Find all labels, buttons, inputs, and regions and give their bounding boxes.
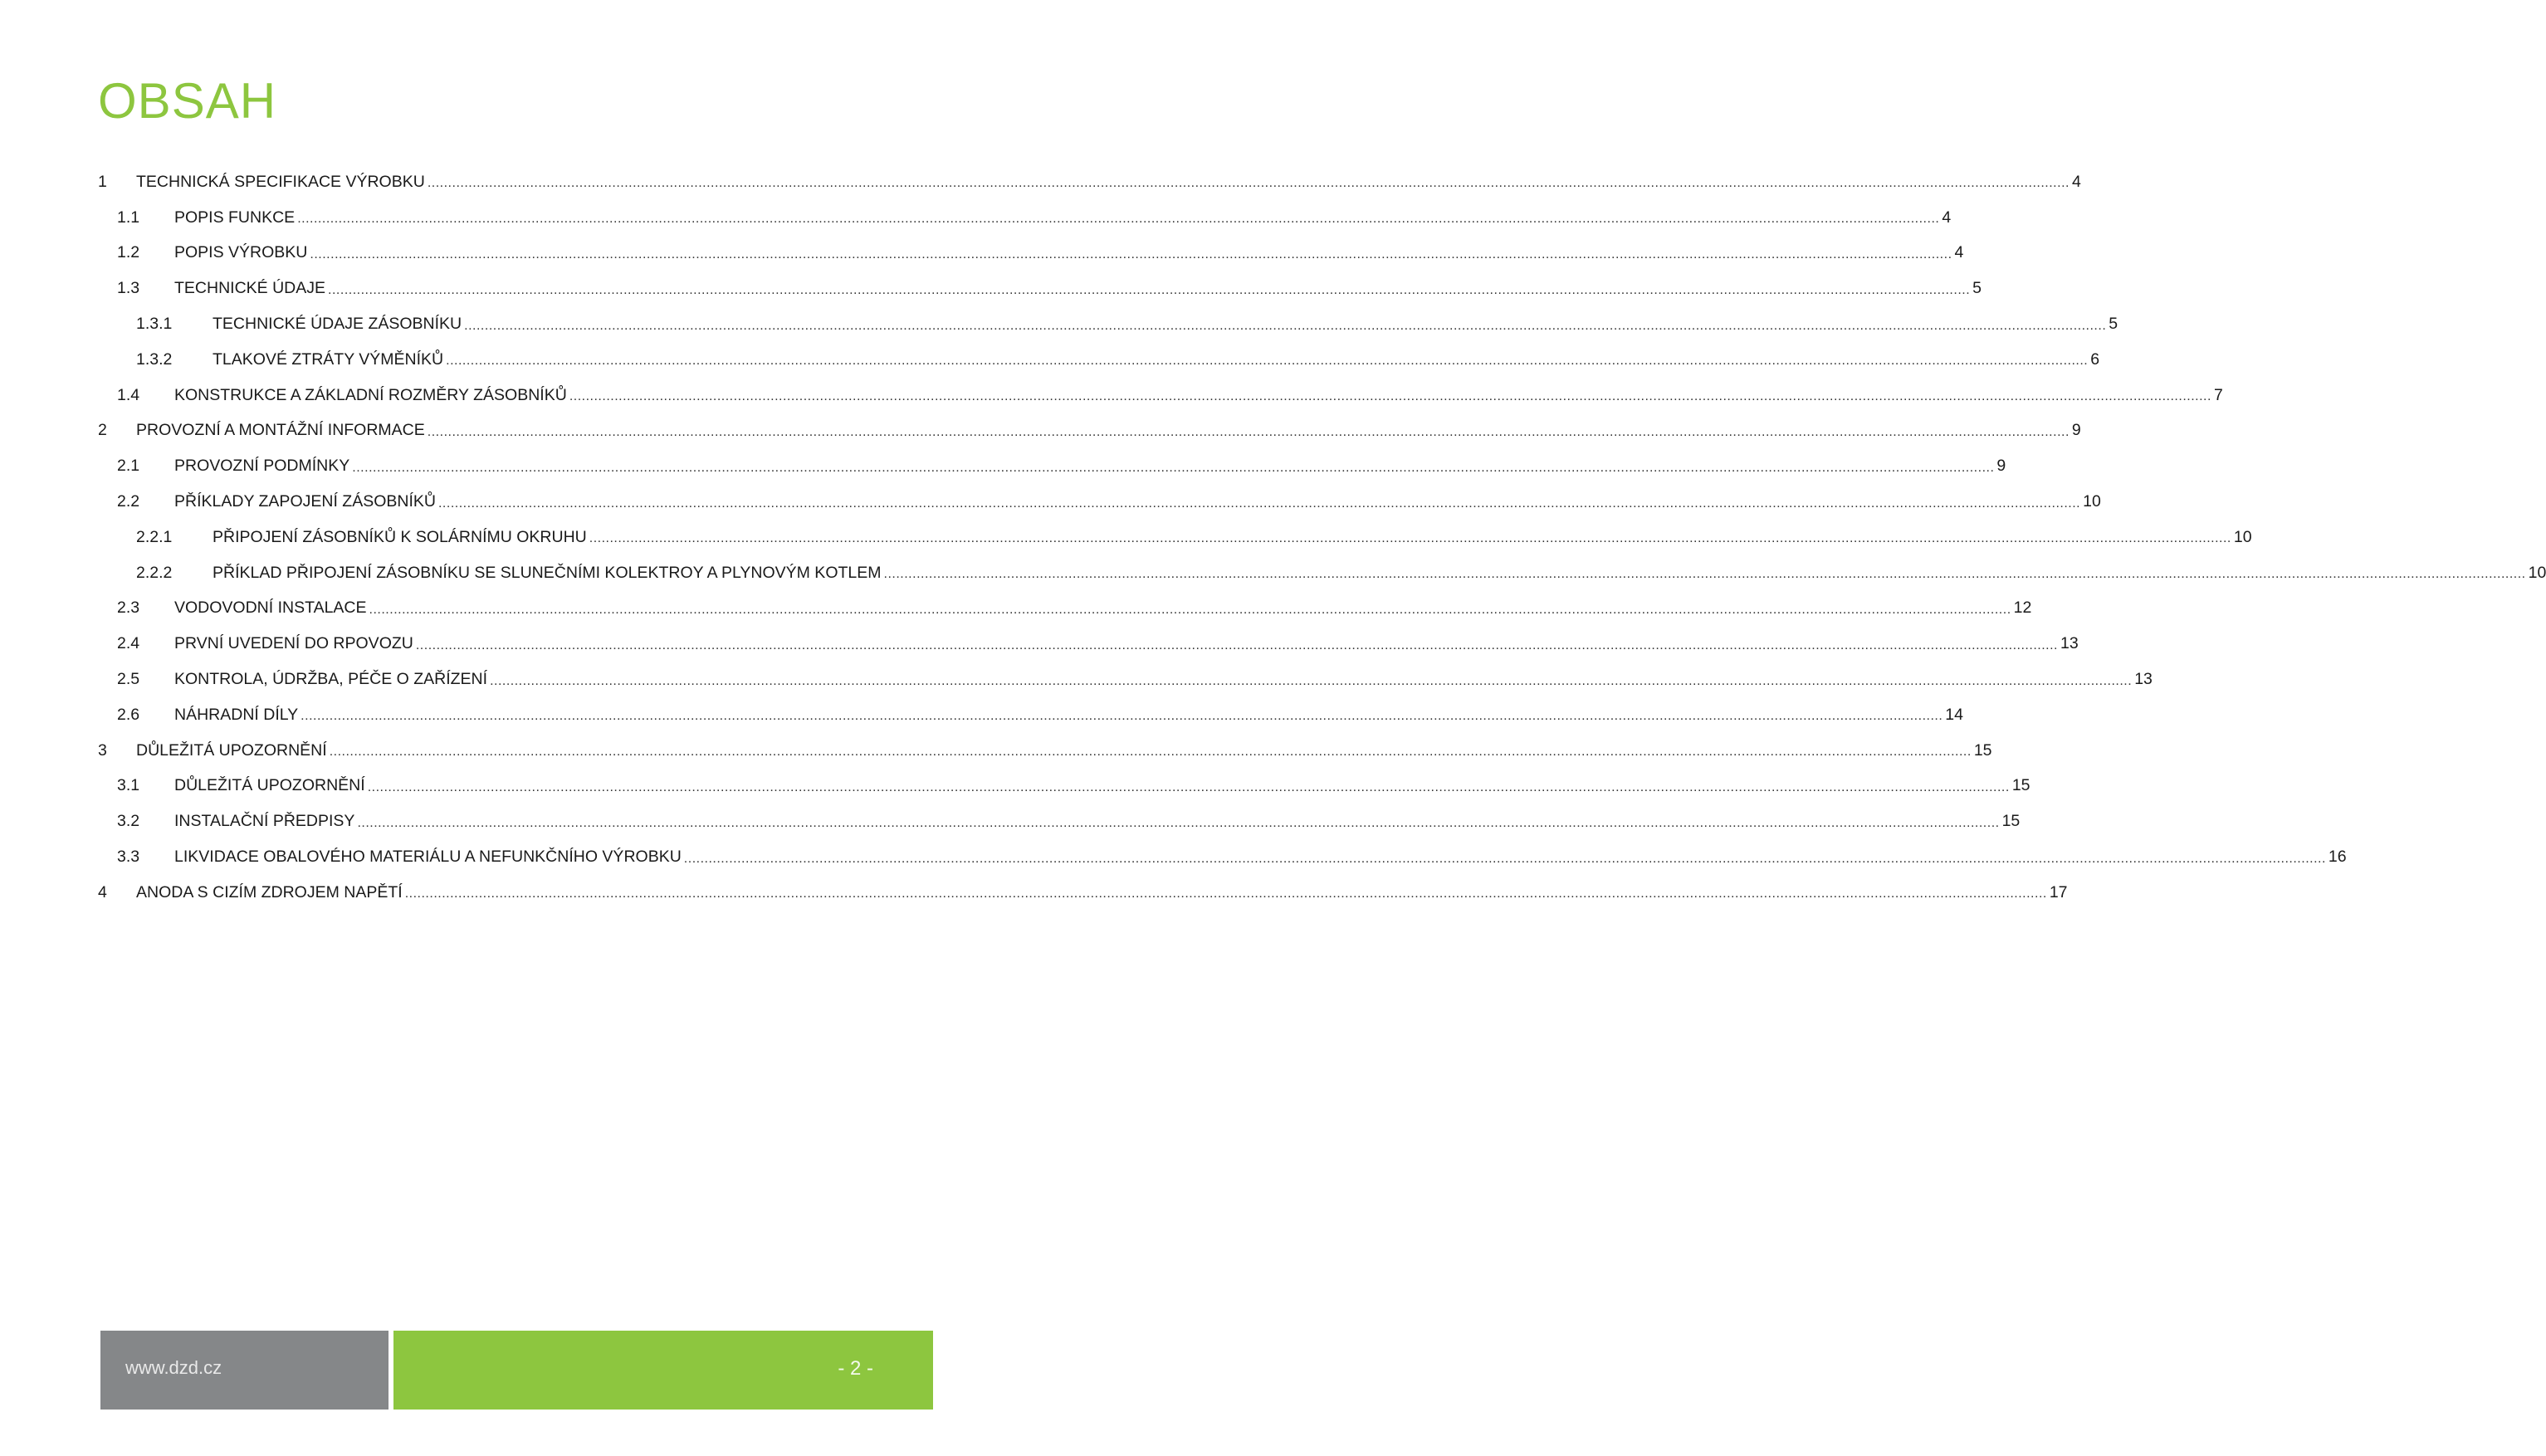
toc-entry-title: PŘIPOJENÍ ZÁSOBNÍKŮ K SOLÁRNÍMU OKRUHU	[213, 527, 587, 546]
toc-entry-page: 5	[2109, 315, 2118, 334]
toc-entry[interactable]	[98, 164, 2081, 200]
toc-entry[interactable]	[98, 484, 2101, 520]
toc-entry-title: PRVNÍ UVEDENÍ DO RPOVOZU	[174, 634, 413, 653]
toc-entry[interactable]	[98, 626, 2079, 662]
toc-entry-number: 2	[98, 421, 107, 440]
toc-entry-title: NÁHRADNÍ DÍLY	[174, 705, 299, 724]
toc-entry-title: PROVOZNÍ A MONTÁŽNÍ INFORMACE	[136, 421, 425, 440]
toc-dot-leader: ................................................................................................................................................................................................................................................................................................................................................................................................................	[427, 176, 2070, 191]
toc-entry-number: 1.3	[117, 279, 140, 298]
toc-entry[interactable]	[98, 733, 1992, 769]
toc-dot-leader: ................................................................................................................................................................................................................................................................................................................................................................................................................	[369, 602, 2011, 617]
toc-entry-page: 10	[2233, 527, 2252, 546]
toc-dot-leader: ................................................................................................................................................................................................................................................................................................................................................................................................................	[446, 354, 2089, 369]
toc-entry[interactable]	[98, 769, 2030, 804]
toc-entry-number: 2.2.1	[136, 527, 173, 546]
toc-entry-title: INSTALAČNÍ PŘEDPISY	[174, 812, 355, 831]
toc-entry-page: 16	[2328, 848, 2347, 867]
toc-entry-page: 10	[2083, 492, 2101, 511]
toc-entry-number: 1.2	[117, 243, 140, 262]
toc-entry-title: KONTROLA, ÚDRŽBA, PÉČE O ZAŘÍZENÍ	[174, 670, 488, 689]
toc-entry-page: 6	[2090, 349, 2100, 369]
toc-dot-leader: ................................................................................................................................................................................................................................................................................................................................................................................................................	[310, 247, 1952, 261]
toc-entry-page: 12	[2013, 599, 2032, 618]
toc-entry[interactable]	[98, 875, 2068, 911]
toc-entry-number: 1.3.2	[136, 349, 173, 369]
toc-dot-leader: ................................................................................................................................................................................................................................................................................................................................................................................................................	[357, 815, 2000, 830]
toc-entry[interactable]	[98, 662, 2153, 697]
toc-entry[interactable]	[98, 520, 2252, 555]
toc-entry-page: 5	[1972, 279, 1982, 298]
toc-entry-number: 2.1	[117, 457, 140, 476]
toc-entry-title: TECHNICKÉ ÚDAJE ZÁSOBNÍKU	[213, 315, 462, 334]
toc-entry-page: 14	[1945, 705, 1963, 724]
toc-dot-leader: ................................................................................................................................................................................................................................................................................................................................................................................................................	[415, 638, 2058, 652]
toc-entry-title: ANODA S CIZÍM ZDROJEM NAPĚTÍ	[136, 882, 403, 901]
page-number: - 2 -	[838, 1357, 873, 1380]
toc-dot-leader: ................................................................................................................................................................................................................................................................................................................................................................................................................	[490, 673, 2133, 688]
toc-entry-number: 1.4	[117, 385, 140, 404]
toc-entry-title: PROVOZNÍ PODMÍNKY	[174, 457, 350, 476]
toc-entry-number: 1.1	[117, 208, 140, 227]
toc-entry-number: 4	[98, 882, 107, 901]
toc-entry[interactable]	[98, 271, 1982, 306]
toc-entry-title: TECHNICKÉ ÚDAJE	[174, 279, 326, 298]
toc-entry-page: 4	[2071, 172, 2081, 191]
toc-entry-number: 3	[98, 740, 107, 760]
footer-website-block	[100, 1331, 388, 1410]
toc-entry-title: POPIS VÝROBKU	[174, 243, 308, 262]
toc-dot-leader: ................................................................................................................................................................................................................................................................................................................................................................................................................	[683, 851, 2326, 866]
toc-entry-title: PŘÍKLADY ZAPOJENÍ ZÁSOBNÍKŮ	[174, 492, 436, 511]
toc-entry-number: 2.4	[117, 634, 140, 653]
toc-dot-leader: ................................................................................................................................................................................................................................................................................................................................................................................................................	[367, 779, 2010, 794]
toc-entry-page: 17	[2049, 882, 2068, 901]
toc-entry[interactable]	[98, 236, 1964, 271]
toc-entry-title: DŮLEŽITÁ UPOZORNĚNÍ	[174, 776, 365, 795]
toc-entry-number: 1.3.1	[136, 315, 173, 334]
toc-entry-title: DŮLEŽITÁ UPOZORNĚNÍ	[136, 740, 327, 760]
toc-entry-page: 13	[2134, 670, 2153, 689]
toc-entry-number: 1	[98, 172, 107, 191]
toc-entry-number: 2.5	[117, 670, 140, 689]
toc-dot-leader: ................................................................................................................................................................................................................................................................................................................................................................................................................	[464, 318, 2107, 333]
toc-entry-page: 15	[2011, 776, 2030, 795]
toc-dot-leader: ................................................................................................................................................................................................................................................................................................................................................................................................................	[352, 460, 1995, 475]
toc-entry-number: 3.1	[117, 776, 140, 795]
toc-dot-leader: ................................................................................................................................................................................................................................................................................................................................................................................................................	[883, 567, 2526, 582]
toc-entry-number: 2.2.2	[136, 563, 173, 582]
toc-dot-leader: ................................................................................................................................................................................................................................................................................................................................................................................................................	[404, 887, 2047, 901]
toc-entry-number: 3.2	[117, 812, 140, 831]
toc-entry[interactable]	[98, 591, 2032, 627]
toc-entry-page: 15	[1973, 740, 1992, 760]
toc-entry[interactable]	[98, 200, 1952, 236]
toc-dot-leader: ................................................................................................................................................................................................................................................................................................................................................................................................................	[569, 389, 2211, 404]
toc-dot-leader: ................................................................................................................................................................................................................................................................................................................................................................................................................	[589, 531, 2231, 546]
toc-entry[interactable]	[98, 342, 2100, 378]
toc-entry-page: 10	[2528, 563, 2546, 582]
toc-dot-leader: ................................................................................................................................................................................................................................................................................................................................................................................................................	[301, 709, 1943, 724]
toc-entry-number: 2.3	[117, 599, 140, 618]
toc-dot-leader: ................................................................................................................................................................................................................................................................................................................................................................................................................	[427, 424, 2070, 439]
toc-entry[interactable]	[98, 839, 2347, 875]
toc-entry-title: TECHNICKÁ SPECIFIKACE VÝROBKU	[136, 172, 425, 191]
toc-dot-leader: ................................................................................................................................................................................................................................................................................................................................................................................................................	[328, 282, 1971, 297]
toc-entry-page: 15	[2001, 812, 2021, 831]
toc-dot-leader: ................................................................................................................................................................................................................................................................................................................................................................................................................	[329, 745, 1972, 760]
toc-entry-page: 13	[2060, 634, 2079, 653]
toc-entry[interactable]	[98, 448, 2006, 484]
toc-entry[interactable]	[98, 413, 2081, 449]
toc-entry[interactable]	[98, 697, 1963, 733]
page-title: OBSAH	[98, 73, 277, 129]
toc-entry[interactable]	[98, 306, 2118, 342]
table-of-contents	[98, 164, 2546, 911]
toc-entry-page: 4	[1942, 208, 1952, 227]
toc-dot-leader: ................................................................................................................................................................................................................................................................................................................................................................................................................	[297, 212, 1940, 227]
footer-url[interactable]: www.dzd.cz	[125, 1357, 222, 1378]
toc-entry-page: 9	[2071, 421, 2081, 440]
toc-entry-number: 2.2	[117, 492, 140, 511]
toc-entry[interactable]	[98, 378, 2223, 413]
toc-entry-page: 9	[1996, 457, 2006, 476]
toc-entry-page: 4	[1954, 243, 1964, 262]
toc-entry-title: TLAKOVÉ ZTRÁTY VÝMĚNÍKŮ	[213, 349, 444, 369]
toc-entry-title: KONSTRUKCE A ZÁKLADNÍ ROZMĚRY ZÁSOBNÍKŮ	[174, 385, 567, 404]
toc-entry-title: VODOVODNÍ INSTALACE	[174, 599, 367, 618]
toc-entry-page: 7	[2213, 385, 2223, 404]
toc-entry-number: 2.6	[117, 705, 140, 724]
toc-entry[interactable]	[98, 804, 2021, 839]
toc-entry[interactable]	[98, 555, 2546, 591]
toc-entry-title: PŘÍKLAD PŘIPOJENÍ ZÁSOBNÍKU SE SLUNEČNÍMI KOLEKTROY A PLYNOVÝM KOTLEM	[213, 563, 882, 582]
toc-dot-leader: ................................................................................................................................................................................................................................................................................................................................................................................................................	[437, 496, 2081, 511]
toc-entry-number: 3.3	[117, 848, 140, 867]
toc-entry-title: POPIS FUNKCE	[174, 208, 296, 227]
footer-page-block	[393, 1331, 933, 1410]
toc-entry-title: LIKVIDACE OBALOVÉHO MATERIÁLU A NEFUNKČNÍHO VÝROBKU	[174, 848, 682, 867]
